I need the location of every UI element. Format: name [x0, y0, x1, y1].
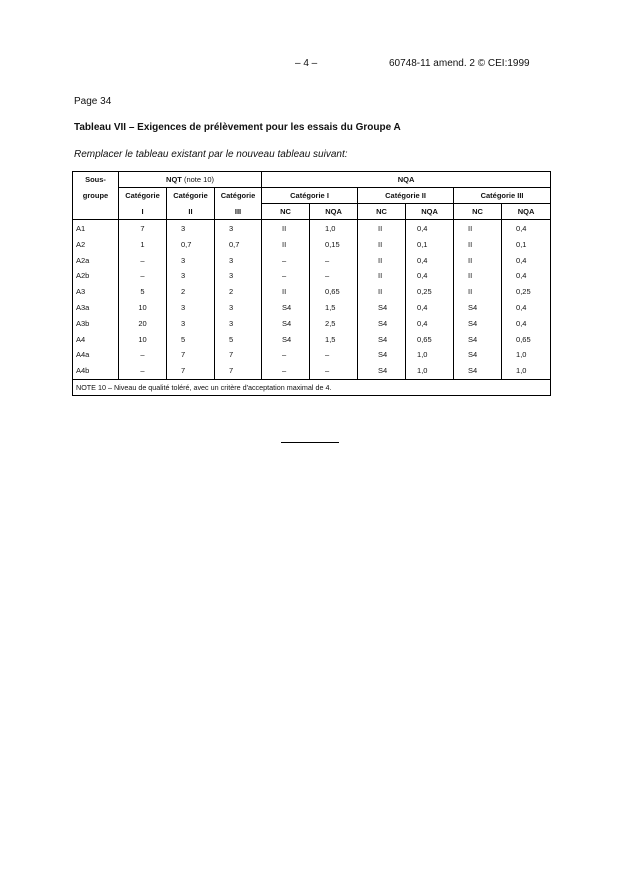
- nqa-cat-iii-nc-cell: S4: [454, 332, 502, 348]
- requirements-table: [72, 171, 551, 396]
- nqt-cat-iii-cell: 3: [215, 316, 262, 332]
- nqt-cat-iii-cell: 3: [215, 253, 262, 269]
- nqa-cat-i-nqa-cell: 1,5: [310, 332, 358, 348]
- nqa-cat-iii-nc-cell: II: [454, 253, 502, 269]
- nqt-cat-i-cell: 10: [119, 332, 167, 348]
- nqt-cat-iii-cell: 7: [215, 363, 262, 379]
- nqt-cat-ii-cell: 5: [167, 332, 215, 348]
- note-row: [73, 379, 551, 395]
- nqa-cat-ii-nc-cell: S4: [358, 332, 406, 348]
- nqt-cat-ii-header: Catégorie: [167, 188, 215, 204]
- nqt-cat-ii-cell: 3: [167, 300, 215, 316]
- nqt-cat-i-header: Catégorie: [119, 188, 167, 204]
- table-row: [73, 253, 551, 269]
- subgroup-cell: A4b: [73, 363, 119, 379]
- subgroup-cell: A1: [73, 220, 119, 237]
- nqt-cat-iii-numeral: III: [215, 204, 262, 220]
- subgroup-header-line2: groupe: [73, 188, 119, 204]
- nqa-cat-ii-nc-cell: II: [358, 284, 406, 300]
- nqt-cat-i-cell: –: [119, 347, 167, 363]
- subgroup-cell: A3: [73, 284, 119, 300]
- nqa-cat-i-nqa-cell: 1,5: [310, 300, 358, 316]
- nqt-cat-ii-cell: 7: [167, 347, 215, 363]
- nqa-cat-ii-nqa-cell: 0,4: [406, 268, 454, 284]
- nqa-cat-i-nqa-cell: 2,5: [310, 316, 358, 332]
- table-row: [73, 300, 551, 316]
- nc-header: NC: [454, 204, 502, 220]
- table-row: [73, 347, 551, 363]
- nqt-cat-i-numeral: I: [119, 204, 167, 220]
- nqa-cat-iii-nc-cell: S4: [454, 347, 502, 363]
- nqa-cat-iii-nqa-cell: 1,0: [502, 347, 551, 363]
- table-row: [73, 363, 551, 379]
- page-number: – 4 –: [295, 58, 318, 69]
- table-row: [73, 268, 551, 284]
- nqa-cat-iii-nc-cell: II: [454, 268, 502, 284]
- nqa-cat-i-nqa-cell: –: [310, 363, 358, 379]
- nqt-cat-i-cell: –: [119, 253, 167, 269]
- nqt-cat-i-cell: –: [119, 363, 167, 379]
- nqa-cat-iii-nqa-cell: 0,4: [502, 268, 551, 284]
- nqa-cat-ii-nqa-cell: 0,4: [406, 300, 454, 316]
- subgroup-cell: A4a: [73, 347, 119, 363]
- table-row: [73, 316, 551, 332]
- table-row: [73, 237, 551, 253]
- header-row-2: [73, 188, 551, 204]
- nqa-cat-ii-nqa-cell: 0,65: [406, 332, 454, 348]
- nqa-cat-i-nqa-cell: 1,0: [310, 220, 358, 237]
- nqa-cat-ii-nqa-cell: 0,1: [406, 237, 454, 253]
- nqa-cat-iii-nqa-cell: 0,4: [502, 316, 551, 332]
- nqa-cat-iii-nqa-cell: 1,0: [502, 363, 551, 379]
- table-note: NOTE 10 – Niveau de qualité toléré, avec un critère d'acceptation maximal de 4.: [73, 379, 551, 395]
- nqt-cat-i-cell: –: [119, 268, 167, 284]
- nqa-cat-iii-header: Catégorie III: [454, 188, 551, 204]
- nqt-cat-iii-cell: 7: [215, 347, 262, 363]
- subgroup-cell: A3b: [73, 316, 119, 332]
- header-row-3: [73, 204, 551, 220]
- nqa-cat-ii-nqa-cell: 0,4: [406, 220, 454, 237]
- nqa-subheader: NQA: [310, 204, 358, 220]
- nqa-cat-ii-nqa-cell: 0,4: [406, 316, 454, 332]
- nqa-cat-ii-nc-cell: S4: [358, 316, 406, 332]
- nqa-cat-iii-nqa-cell: 0,25: [502, 284, 551, 300]
- nqa-cat-iii-nc-cell: S4: [454, 316, 502, 332]
- nqa-cat-i-nc-cell: –: [262, 347, 310, 363]
- nqt-cat-iii-header: Catégorie: [215, 188, 262, 204]
- nqt-cat-iii-cell: 0,7: [215, 237, 262, 253]
- table-body: [73, 220, 551, 380]
- nqa-cat-i-nc-cell: –: [262, 253, 310, 269]
- nqa-cat-i-nqa-cell: 0,15: [310, 237, 358, 253]
- nqt-note-ref: (note 10): [183, 175, 214, 184]
- nqt-cat-iii-cell: 5: [215, 332, 262, 348]
- nqa-cat-iii-nc-cell: II: [454, 237, 502, 253]
- nqa-cat-iii-nqa-cell: 0,1: [502, 237, 551, 253]
- nqa-cat-i-nc-cell: S4: [262, 332, 310, 348]
- nqa-cat-iii-nc-cell: II: [454, 220, 502, 237]
- nqt-cat-i-cell: 10: [119, 300, 167, 316]
- table-row: [73, 332, 551, 348]
- subgroup-cell: A3a: [73, 300, 119, 316]
- nqa-cat-i-nc-cell: –: [262, 363, 310, 379]
- nqa-cat-ii-nqa-cell: 1,0: [406, 347, 454, 363]
- nqa-cat-i-nc-cell: II: [262, 284, 310, 300]
- nqt-cat-ii-cell: 3: [167, 220, 215, 237]
- subgroup-cell: A2b: [73, 268, 119, 284]
- nqt-cat-iii-cell: 3: [215, 300, 262, 316]
- nqa-cat-iii-nc-cell: S4: [454, 363, 502, 379]
- nqt-cat-ii-cell: 2: [167, 284, 215, 300]
- subgroup-header-blank: [73, 204, 119, 220]
- header-row-1: [73, 172, 551, 188]
- nqa-cat-ii-nc-cell: II: [358, 220, 406, 237]
- nqa-cat-i-nc-cell: II: [262, 237, 310, 253]
- end-rule: [281, 442, 339, 443]
- nqt-cat-iii-cell: 3: [215, 220, 262, 237]
- nqa-cat-i-nc-cell: II: [262, 220, 310, 237]
- nqa-cat-iii-nqa-cell: 0,4: [502, 253, 551, 269]
- nqt-cat-iii-cell: 2: [215, 284, 262, 300]
- instruction-text: Remplacer le tableau existant par le nouveau tableau suivant:: [74, 149, 348, 160]
- nqa-cat-ii-nc-cell: S4: [358, 363, 406, 379]
- nqt-cat-ii-cell: 0,7: [167, 237, 215, 253]
- nqa-header: NQA: [262, 172, 551, 188]
- subgroup-cell: A2: [73, 237, 119, 253]
- subgroup-cell: A4: [73, 332, 119, 348]
- nqt-cat-i-cell: 7: [119, 220, 167, 237]
- nqt-cat-i-cell: 1: [119, 237, 167, 253]
- nqa-cat-ii-nc-cell: S4: [358, 300, 406, 316]
- nqa-cat-i-nqa-cell: –: [310, 253, 358, 269]
- nqt-cat-iii-cell: 3: [215, 268, 262, 284]
- nqa-cat-iii-nqa-cell: 0,4: [502, 300, 551, 316]
- nqa-cat-iii-nqa-cell: 0,4: [502, 220, 551, 237]
- subgroup-cell: A2a: [73, 253, 119, 269]
- nqa-cat-ii-nqa-cell: 1,0: [406, 363, 454, 379]
- table-row: [73, 220, 551, 237]
- nqa-cat-ii-nc-cell: II: [358, 268, 406, 284]
- nqa-cat-i-header: Catégorie I: [262, 188, 358, 204]
- nc-header: NC: [262, 204, 310, 220]
- nqa-cat-i-nc-cell: –: [262, 268, 310, 284]
- nqa-cat-ii-nc-cell: II: [358, 237, 406, 253]
- nc-header: NC: [358, 204, 406, 220]
- nqa-cat-ii-nqa-cell: 0,25: [406, 284, 454, 300]
- nqt-cat-ii-cell: 3: [167, 268, 215, 284]
- nqt-cat-ii-numeral: II: [167, 204, 215, 220]
- nqa-cat-iii-nqa-cell: 0,65: [502, 332, 551, 348]
- nqa-subheader: NQA: [406, 204, 454, 220]
- nqt-cat-ii-cell: 3: [167, 316, 215, 332]
- nqa-cat-iii-nc-cell: S4: [454, 300, 502, 316]
- subgroup-header-line1: Sous-: [73, 172, 119, 188]
- nqt-cat-i-cell: 5: [119, 284, 167, 300]
- nqa-cat-ii-nc-cell: S4: [358, 347, 406, 363]
- nqa-cat-ii-header: Catégorie II: [358, 188, 454, 204]
- nqt-header: [119, 172, 262, 188]
- nqa-cat-i-nc-cell: S4: [262, 316, 310, 332]
- nqa-cat-ii-nc-cell: II: [358, 253, 406, 269]
- page-label: Page 34: [74, 96, 112, 107]
- nqt-label: NQT: [166, 175, 182, 184]
- nqt-cat-i-cell: 20: [119, 316, 167, 332]
- nqa-cat-i-nqa-cell: 0,65: [310, 284, 358, 300]
- nqa-cat-i-nc-cell: S4: [262, 300, 310, 316]
- document-reference: 60748-11 amend. 2 © CEI:1999: [389, 58, 530, 69]
- nqt-cat-ii-cell: 7: [167, 363, 215, 379]
- nqa-cat-iii-nc-cell: II: [454, 284, 502, 300]
- nqt-cat-ii-cell: 3: [167, 253, 215, 269]
- nqa-subheader: NQA: [502, 204, 551, 220]
- nqa-cat-i-nqa-cell: –: [310, 347, 358, 363]
- nqa-cat-ii-nqa-cell: 0,4: [406, 253, 454, 269]
- table-row: [73, 284, 551, 300]
- nqa-cat-i-nqa-cell: –: [310, 268, 358, 284]
- table-title: Tableau VII – Exigences de prélèvement pour les essais du Groupe A: [74, 122, 401, 133]
